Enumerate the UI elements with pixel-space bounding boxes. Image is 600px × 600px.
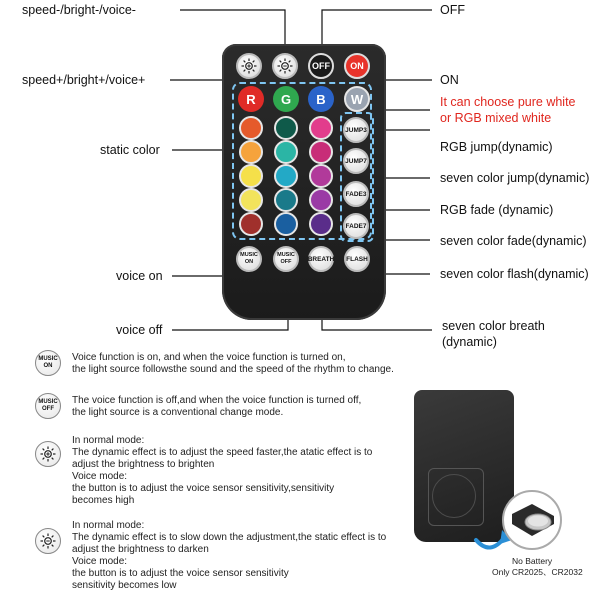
- label-seven-flash: seven color flash(dynamic): [440, 267, 589, 281]
- minus-text-4: Voice mode:: [72, 556, 128, 567]
- label-voice-on: voice on: [116, 269, 163, 283]
- sun-plus-icon: [40, 446, 56, 462]
- label-static-color: static color: [100, 143, 160, 157]
- plus-text-4: Voice mode:: [72, 471, 128, 482]
- static-color-button[interactable]: [309, 116, 333, 140]
- music-off-label-1: MUSIC: [277, 252, 295, 258]
- plus-text-3: adjust the brightness to brighten: [72, 459, 215, 470]
- on-button[interactable]: ON: [344, 53, 370, 79]
- label-seven-breath-2: (dynamic): [442, 335, 497, 349]
- static-color-button[interactable]: [239, 140, 263, 164]
- music-off-text-1: The voice function is off,and when the voice function is turned off,: [72, 395, 362, 406]
- static-color-button[interactable]: [239, 164, 263, 188]
- static-color-button[interactable]: [239, 212, 263, 236]
- static-color-button[interactable]: [309, 188, 333, 212]
- minus-text-5: the button is to adjust the voice sensor sensitivity: [72, 568, 289, 579]
- green-button[interactable]: G: [273, 86, 299, 112]
- music-on-label-1: MUSIC: [240, 252, 258, 258]
- label-speed-plus: speed+/bright+/voice+: [22, 73, 146, 87]
- label-rgb-jump: RGB jump(dynamic): [440, 140, 553, 154]
- battery-cover-circle: [432, 474, 476, 518]
- white-button[interactable]: W: [344, 86, 370, 112]
- blue-button[interactable]: B: [308, 86, 334, 112]
- static-color-button[interactable]: [309, 212, 333, 236]
- minus-text-2: The dynamic effect is to slow down the adjustment,the static effect is to: [72, 532, 387, 543]
- plus-text-2: The dynamic effect is to adjust the speed faster,the atatic effect is to: [72, 447, 373, 458]
- plus-text-5: the button is to adjust the voice sensor sensitivity,sensitivity: [72, 483, 335, 494]
- minus-text-6: sensitivity becomes low: [72, 580, 177, 591]
- speed-plus-button[interactable]: [236, 53, 262, 79]
- flash-button[interactable]: FLASH: [344, 246, 370, 272]
- music-off-button[interactable]: [273, 246, 299, 272]
- static-color-button[interactable]: [309, 164, 333, 188]
- label-on: ON: [440, 73, 459, 87]
- label-seven-fade: seven color fade(dynamic): [440, 234, 587, 248]
- label-voice-off: voice off: [116, 323, 163, 337]
- static-color-button[interactable]: [274, 212, 298, 236]
- label-seven-jump: seven color jump(dynamic): [440, 171, 590, 185]
- minus-text-3: adjust the brightness to darken: [72, 544, 209, 555]
- music-off-info-icon: [35, 393, 61, 419]
- music-off-info-icon-label-2: OFF: [42, 406, 54, 412]
- static-color-button[interactable]: [239, 188, 263, 212]
- off-button[interactable]: OFF: [308, 53, 334, 79]
- fade3-button[interactable]: FADE3: [343, 181, 369, 207]
- music-on-text-1: Voice function is on, and when the voice function is turned on,: [72, 352, 346, 363]
- static-color-button[interactable]: [274, 116, 298, 140]
- coin-battery-icon: [504, 492, 560, 548]
- jump3-button[interactable]: JUMP3: [343, 117, 369, 143]
- music-off-text-2: the light source is a conventional change mode.: [72, 407, 284, 418]
- jump7-button[interactable]: JUMP7: [343, 148, 369, 174]
- sun-minus-info-icon: [35, 528, 61, 554]
- plus-text-1: In normal mode:: [72, 435, 145, 446]
- music-off-info-icon-label-1: MUSIC: [38, 399, 58, 405]
- static-color-button[interactable]: [274, 188, 298, 212]
- music-on-button[interactable]: [236, 246, 262, 272]
- plus-text-6: becomes high: [72, 495, 135, 506]
- sun-plus-info-icon: [35, 441, 61, 467]
- static-color-button[interactable]: [309, 140, 333, 164]
- speed-minus-button[interactable]: [272, 53, 298, 79]
- music-off-label-2: OFF: [280, 259, 292, 265]
- label-speed-minus: speed-/bright-/voice-: [22, 3, 136, 17]
- static-color-button[interactable]: [239, 116, 263, 140]
- music-on-info-icon-label-1: MUSIC: [38, 356, 58, 362]
- music-on-info-icon: [35, 350, 61, 376]
- sun-plus-icon: [241, 58, 257, 74]
- breath-button[interactable]: BREATH: [308, 246, 334, 272]
- label-white-note-2: or RGB mixed white: [440, 111, 552, 125]
- battery-holder-icon: [502, 490, 562, 550]
- static-color-button[interactable]: [274, 140, 298, 164]
- label-seven-breath-1: seven color breath: [442, 319, 545, 333]
- label-off: OFF: [440, 3, 465, 17]
- red-button[interactable]: R: [238, 86, 264, 112]
- static-color-button[interactable]: [274, 164, 298, 188]
- music-on-label-2: ON: [244, 259, 254, 265]
- battery-note-1: No Battery: [512, 556, 553, 566]
- fade7-button[interactable]: FADE7: [343, 213, 369, 239]
- label-white-note-1: It can choose pure white: [440, 95, 576, 109]
- battery-note-2: Only CR2025、CR2032: [492, 567, 583, 577]
- sun-minus-icon: [40, 533, 56, 549]
- label-rgb-fade: RGB fade (dynamic): [440, 203, 554, 217]
- minus-text-1: In normal mode:: [72, 520, 145, 531]
- music-on-info-icon-label-2: ON: [43, 363, 53, 369]
- sun-minus-icon: [277, 58, 293, 74]
- music-on-text-2: the light source followsthe sound and the speed of the rhythm to change.: [72, 364, 394, 375]
